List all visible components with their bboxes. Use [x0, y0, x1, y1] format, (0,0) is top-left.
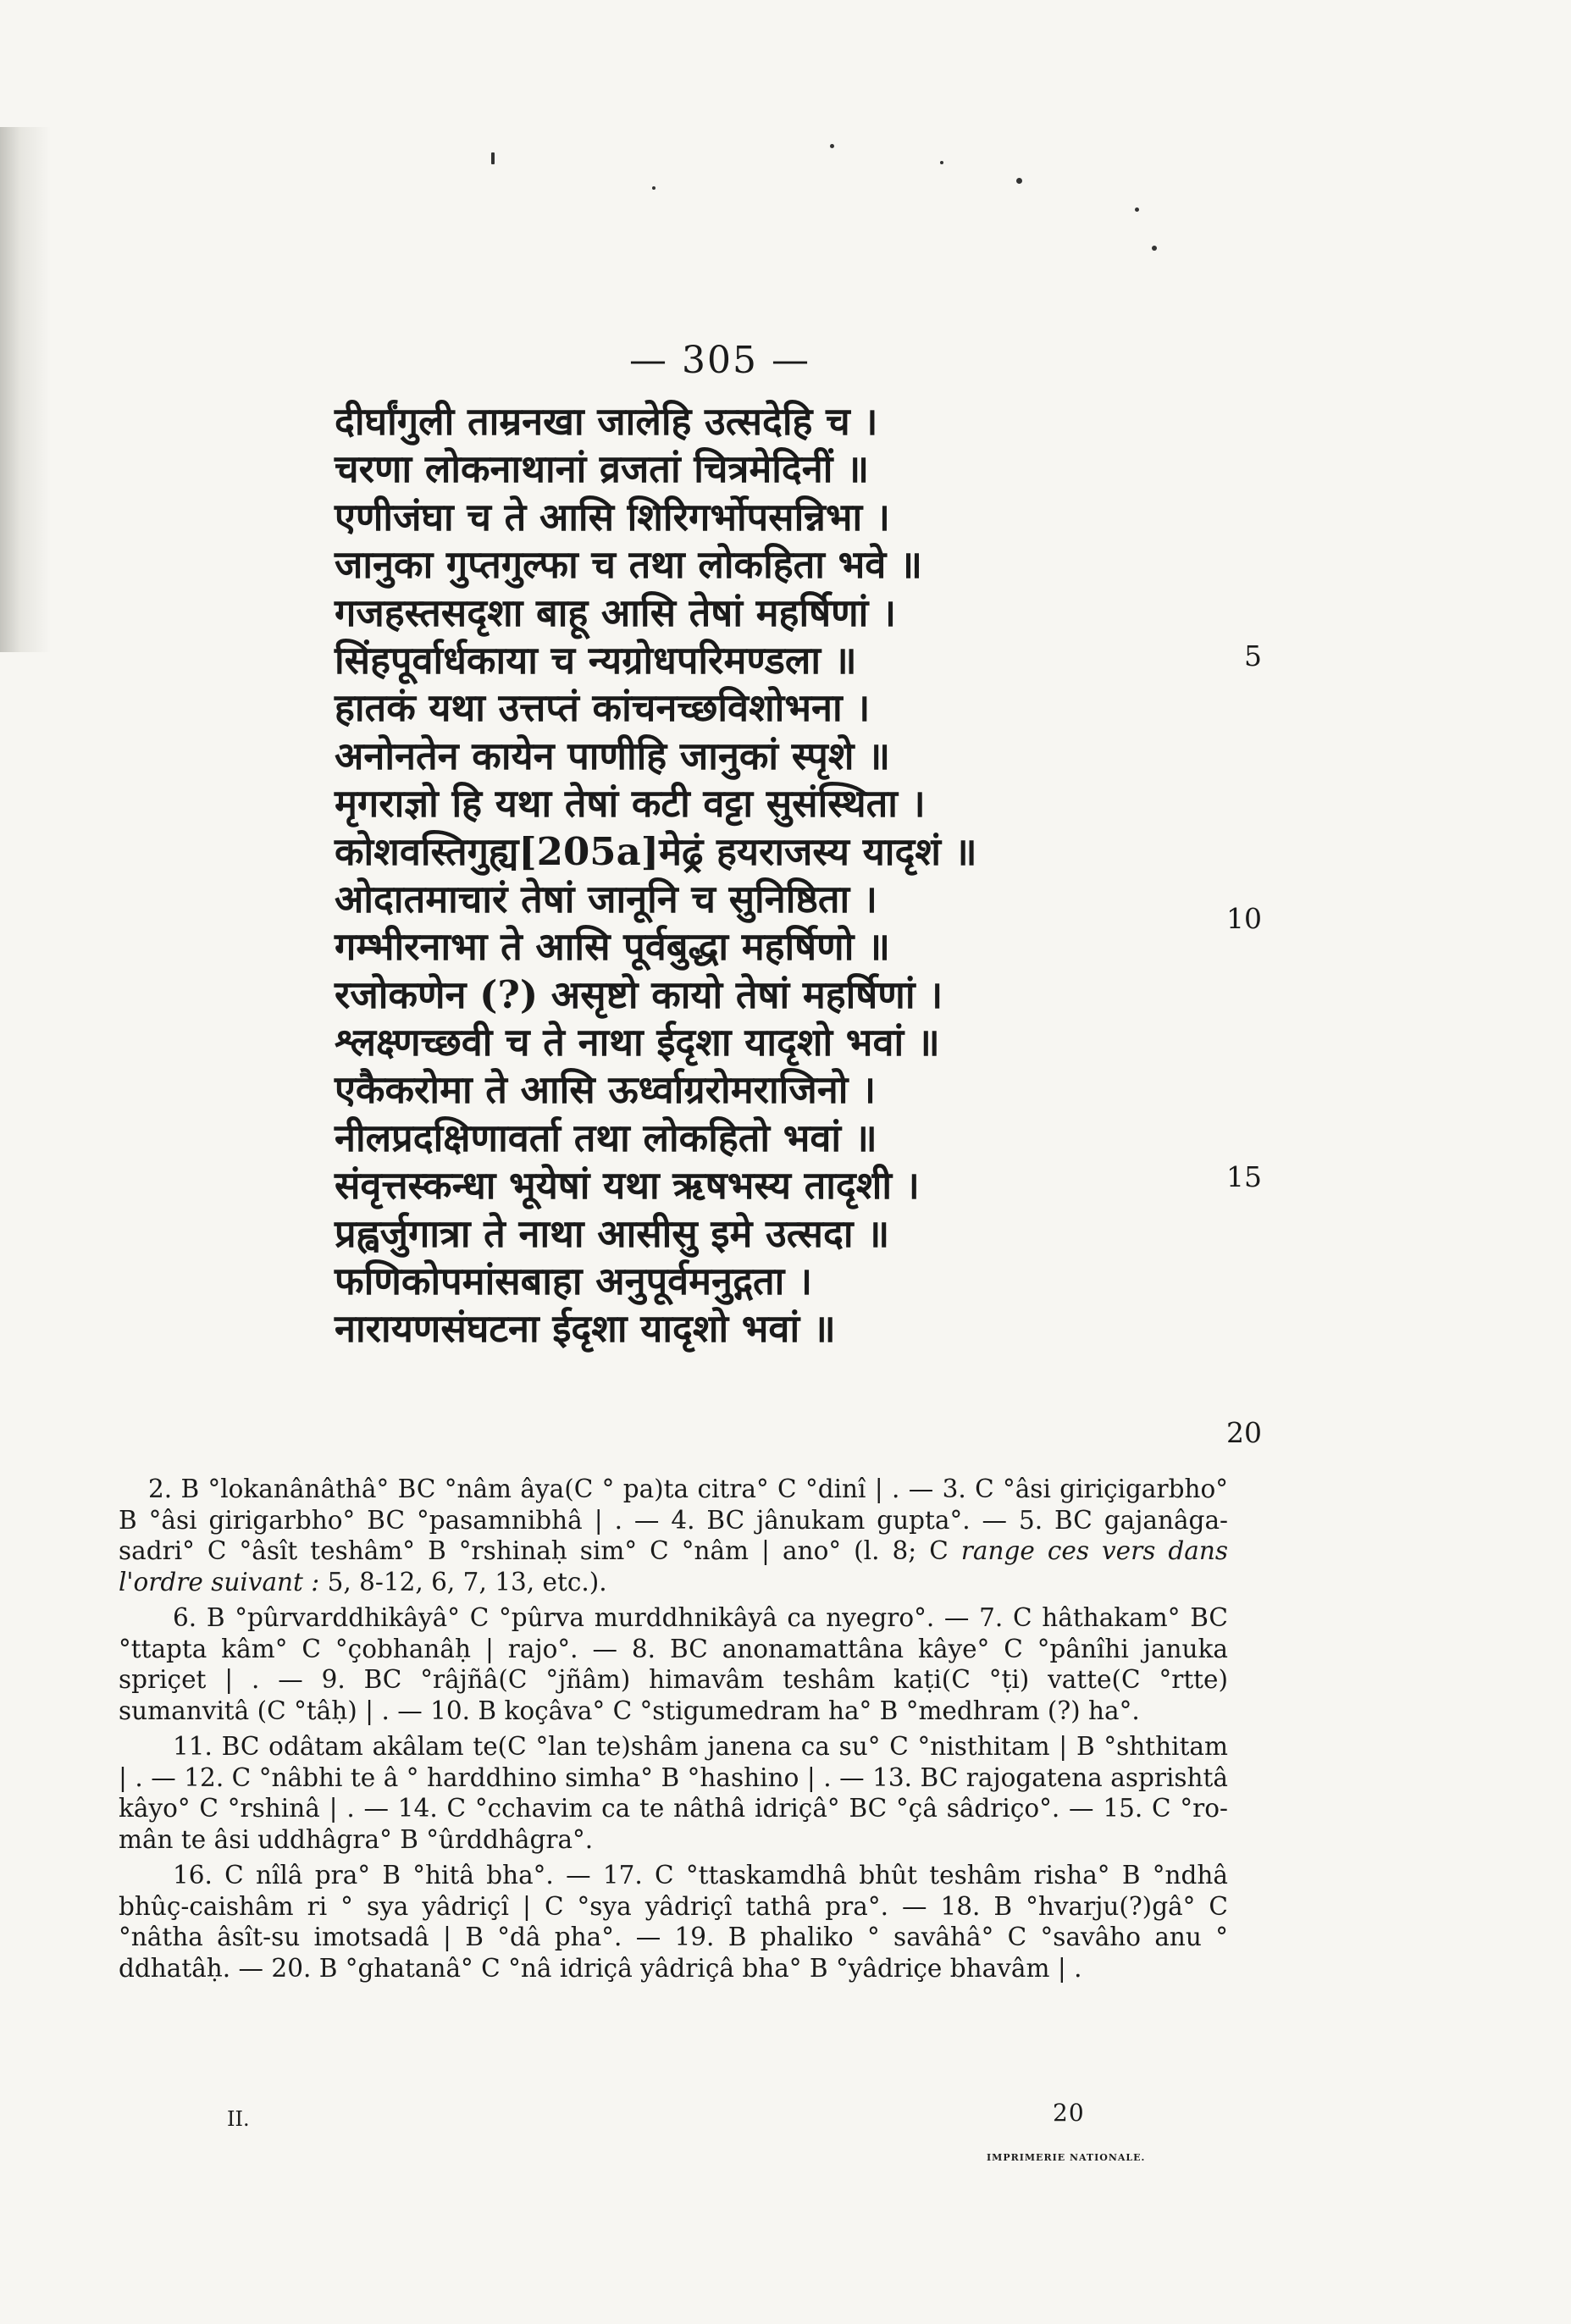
verse-line: दीर्घांगुली ताम्रनखा जालेहि उत्सदेहि च । [335, 399, 878, 444]
note-italic: range ces vers dans l'ordre suivant : [119, 1536, 1228, 1596]
verse-line: कोशवस्तिगुह्य[205a]मेढ्रं हयराजस्य यादृशं ॥ [335, 828, 977, 874]
line-number: 10 [1226, 902, 1262, 935]
verse-line: चरणा लोकनाथानां व्रजतां चित्रमेदिनीं ॥ [335, 446, 870, 492]
verse-line: अनोनतेन कायेन पाणीहि जानुकां स्पृशे ॥ [335, 733, 891, 778]
line-number: 5 [1244, 639, 1262, 672]
page-number: — 305 — [629, 339, 810, 382]
line-number: 20 [1226, 1416, 1262, 1449]
verse-line: एणीजंघा च ते आसि शिरिगर्भोपसन्निभा । [335, 494, 890, 540]
verse-line: ओदातमाचारं तेषां जानूनि च सुनिष्ठिता । [335, 876, 877, 921]
verse-line: गम्भीरनाभा ते आसि पूर्वबुद्धा महर्षिणो ॥ [335, 924, 890, 970]
verse-line: हातकं यथा उत्तप्तं कांचनच्छविशोभना । [335, 685, 871, 731]
verse-line: जानुका गुप्तगुल्फा च तथा लोकहिता भवे ॥ [335, 542, 922, 588]
note-paragraph: 6. B °pûrvarddhikâyâ° C °pûrva murddhnikâyâ ca nyegro°. — 7. C hâthakam° BC °ttapta kâm° C °çobhanâḥ | rajo°. — 8. BC anonamattâna kâye° C °pânîhi januka spriçet | . — 9. BC °râjñâ(C °jñâm) himavâm teshâm kaṭi(C °ṭi) vatte(C °rtte) sumanvitâ (C °tâḥ) | . — 10. B koçâva° C °stigumedram ha° B °medhram (?) ha°. [119, 1603, 1228, 1725]
verse-line: रजोकणेन (?) असृष्टो कायो तेषां महर्षिणां । [335, 971, 943, 1017]
note-text: 2. B °lokanânâthâ° BC °nâm âya(C ° pa)ta citra° C °dinî | . — 3. C °âsi giriçigarbho° B °âsi girigarbho° BC °pasamnibhâ | . — 4. BC jânukam gupta°. — 5. BC gajanâga-sadri° C °âsît teshâm° B °rshinaḥ sim° C °nâm | ano° (l. 8; C [119, 1475, 1228, 1565]
verse-line: प्रह्वर्जुगात्रा ते नाथा आसीसु इमे उत्सदा ॥ [335, 1210, 890, 1256]
verse-line: संवृत्तस्कन्धा भूयेषां यथा ऋषभस्य तादृशी । [335, 1163, 920, 1209]
verse-line: मृगराज्ञो हि यथा तेषां कटी वट्टा सुसंस्थिता । [335, 781, 926, 827]
note-paragraph [119, 1474, 1228, 1597]
verse-line: फणिकोपमांसबाहा अनुपूर्वमनुद्गता । [335, 1259, 813, 1304]
printer-imprint: IMPRIMERIE NATIONALE. [987, 2152, 1146, 2163]
sheet-number: 20 [1053, 2099, 1085, 2127]
verse-block [335, 398, 1181, 1353]
note-paragraph: 16. C nîlâ pra° B °hitâ bha°. — 17. C °ttaskamdhâ bhût teshâm risha° B °ndhâ bhûç-caishâm ri ° sya yâdriçî | C °sya yâdriçî tathâ pra°. — 18. B °hvarju(?)gâ° C °nâtha âsît-su imotsadâ | B °dâ pha°. — 19. B phaliko ° savâhâ° C °savâho anu ° ddhatâḥ. — 20. B °ghatanâ° C °nâ idriçâ yâdriçâ bha° B °yâdriçe bhavâm | . [119, 1861, 1228, 1983]
verse-line: एकैकरोमा ते आसि ऊर्ध्वाग्ररोमराजिनो । [335, 1067, 877, 1113]
page-edge-shadow [0, 127, 51, 652]
verse-line: नारायणसंघटना ईदृशा यादृशो भवां ॥ [335, 1306, 836, 1352]
signature-mark: II. [227, 2107, 250, 2131]
note-text: 5, 8-12, 6, 7, 13, etc.). [319, 1567, 607, 1596]
verse-line: नीलप्रदक्षिणावर्ता तथा लोकहितो भवां ॥ [335, 1115, 877, 1160]
critical-apparatus [119, 1474, 1228, 1989]
verse-line: गजहस्तसदृशा बाहू आसि तेषां महर्षिणां । [335, 589, 897, 635]
verse-line: सिंहपूर्वार्धकाया च न्यग्रोधपरिमण्डला ॥ [335, 637, 857, 683]
print-specks [474, 127, 1321, 263]
verse-line: श्लक्ष्णच्छवी च ते नाथा ईदृशा यादृशो भवां ॥ [335, 1020, 940, 1065]
line-number: 15 [1226, 1160, 1262, 1193]
note-paragraph: 11. BC odâtam akâlam te(C °lan te)shâm janena ca su° C °nisthitam | B °shthitam | . — 12. C °nâbhi te â ° harddhino simha° B °hashino | . — 13. BC rajogatena asprishtâ kâyo° C °rshinâ | . — 14. C °cchavim ca te nâthâ idriçâ° BC °çâ sâdriço°. — 15. C °ro-mân te âsi uddhâgra° B °ûrddhâgra°. [119, 1732, 1228, 1854]
